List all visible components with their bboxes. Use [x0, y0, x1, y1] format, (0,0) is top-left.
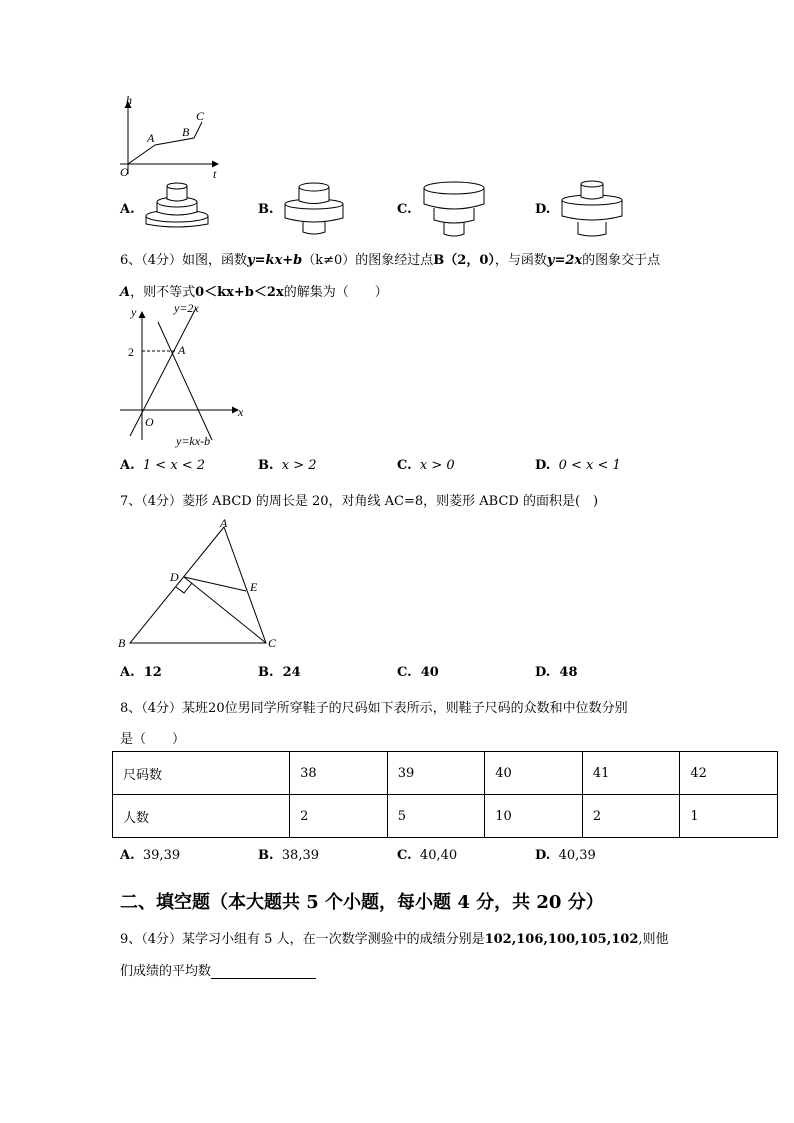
q7-option-b: B. 24	[258, 665, 301, 680]
table-cell: 40	[485, 752, 583, 795]
q6-option-d: D. 0 < x < 1	[535, 458, 621, 473]
q5-option-d-letter: D.	[535, 202, 551, 217]
h-axis-label: h	[126, 93, 132, 107]
q6-option-a: A. 1 < x < 2	[120, 458, 206, 473]
table-cell: 2	[290, 795, 388, 838]
q6-y-axis-label: y	[131, 305, 137, 319]
q9-question-line1: 9、（4分）某学习小组有 5 人，在一次数学测验中的成绩分别是102,106,100,105,102,则他	[120, 932, 669, 947]
q5-option-a-figure	[140, 180, 220, 230]
q6-line-y2x-label: y=2x	[174, 301, 199, 315]
q8-question-line2: 是（ ）	[120, 732, 186, 747]
q8-option-b: B. 38,39	[258, 848, 319, 863]
origin-label: O	[120, 165, 129, 179]
q7-point-b: B	[118, 636, 126, 650]
table-row	[113, 795, 778, 838]
t-axis-label: t	[213, 167, 217, 181]
table-cell: 5	[387, 795, 485, 838]
q6-option-c: C. x > 0	[397, 458, 455, 473]
q7-question: 7、（4分）菱形 ABCD 的周长是 20，对角线 AC=8，则菱形 ABCD 的面积是( )	[120, 494, 599, 509]
q6-origin-label: O	[145, 415, 154, 429]
q5-option-b-letter: B.	[258, 202, 274, 217]
q9-question-line2: 们成绩的平均数	[120, 960, 316, 979]
table-cell: 2	[582, 795, 680, 838]
q8-option-d: D. 40,39	[535, 848, 596, 863]
table-cell: 41	[582, 752, 680, 795]
q5-graph	[110, 92, 240, 184]
point-a-label: A	[147, 131, 155, 145]
point-b-label: B	[182, 125, 190, 139]
table-cell: 10	[485, 795, 583, 838]
q7-point-c: C	[268, 636, 277, 650]
table-cell: 38	[290, 752, 388, 795]
q7-option-c: C. 40	[397, 665, 439, 680]
q5-option-c-figure	[420, 178, 492, 242]
shoe-size-table	[112, 751, 778, 838]
q7-option-d: D. 48	[535, 665, 578, 680]
q6-question-line1: 6、（4分）如图，函数y=kx+b（k≠0）的图象经过点B（2，0），与函数y=2x的图象交于点	[120, 253, 661, 268]
point-c-label: C	[196, 109, 205, 123]
section-title: 二、填空题（本大题共 5 个小题，每小题 4 分，共 20 分）	[120, 892, 604, 913]
q6-line-kx-label: y=kx-b	[176, 434, 211, 448]
table-cell: 39	[387, 752, 485, 795]
q8-option-a: A. 39,39	[120, 848, 181, 863]
table-row	[113, 752, 778, 795]
table-cell: 1	[680, 795, 778, 838]
q8-option-c: C. 40,40	[397, 848, 458, 863]
q7-point-d: D	[170, 570, 179, 584]
q7-option-a: A. 12	[120, 665, 162, 680]
q6-x-axis-label: x	[238, 405, 244, 419]
answer-blank[interactable]	[211, 964, 316, 979]
q6-option-b: B. x > 2	[258, 458, 317, 473]
q8-question-line1: 8、（4分）某班20位男同学所穿鞋子的尺码如下表所示，则鞋子尺码的众数和中位数分别	[120, 701, 628, 716]
table-cell: 尺码数	[113, 752, 290, 795]
q5-option-c-letter: C.	[397, 202, 412, 217]
q7-point-e: E	[250, 580, 258, 594]
q6-point-a-label: A	[178, 343, 186, 357]
q5-option-a-letter: A.	[120, 202, 135, 217]
q7-point-a: A	[220, 516, 228, 530]
table-cell: 人数	[113, 795, 290, 838]
q6-tick-2: 2	[128, 345, 134, 359]
q5-option-d-figure	[558, 178, 630, 242]
q6-question-line2: A，则不等式0＜kx+b＜2x的解集为（ ）	[120, 285, 388, 300]
q5-option-b-figure	[280, 180, 352, 240]
q6-graph	[112, 300, 252, 450]
q7-figure	[112, 515, 292, 655]
table-cell: 42	[680, 752, 778, 795]
